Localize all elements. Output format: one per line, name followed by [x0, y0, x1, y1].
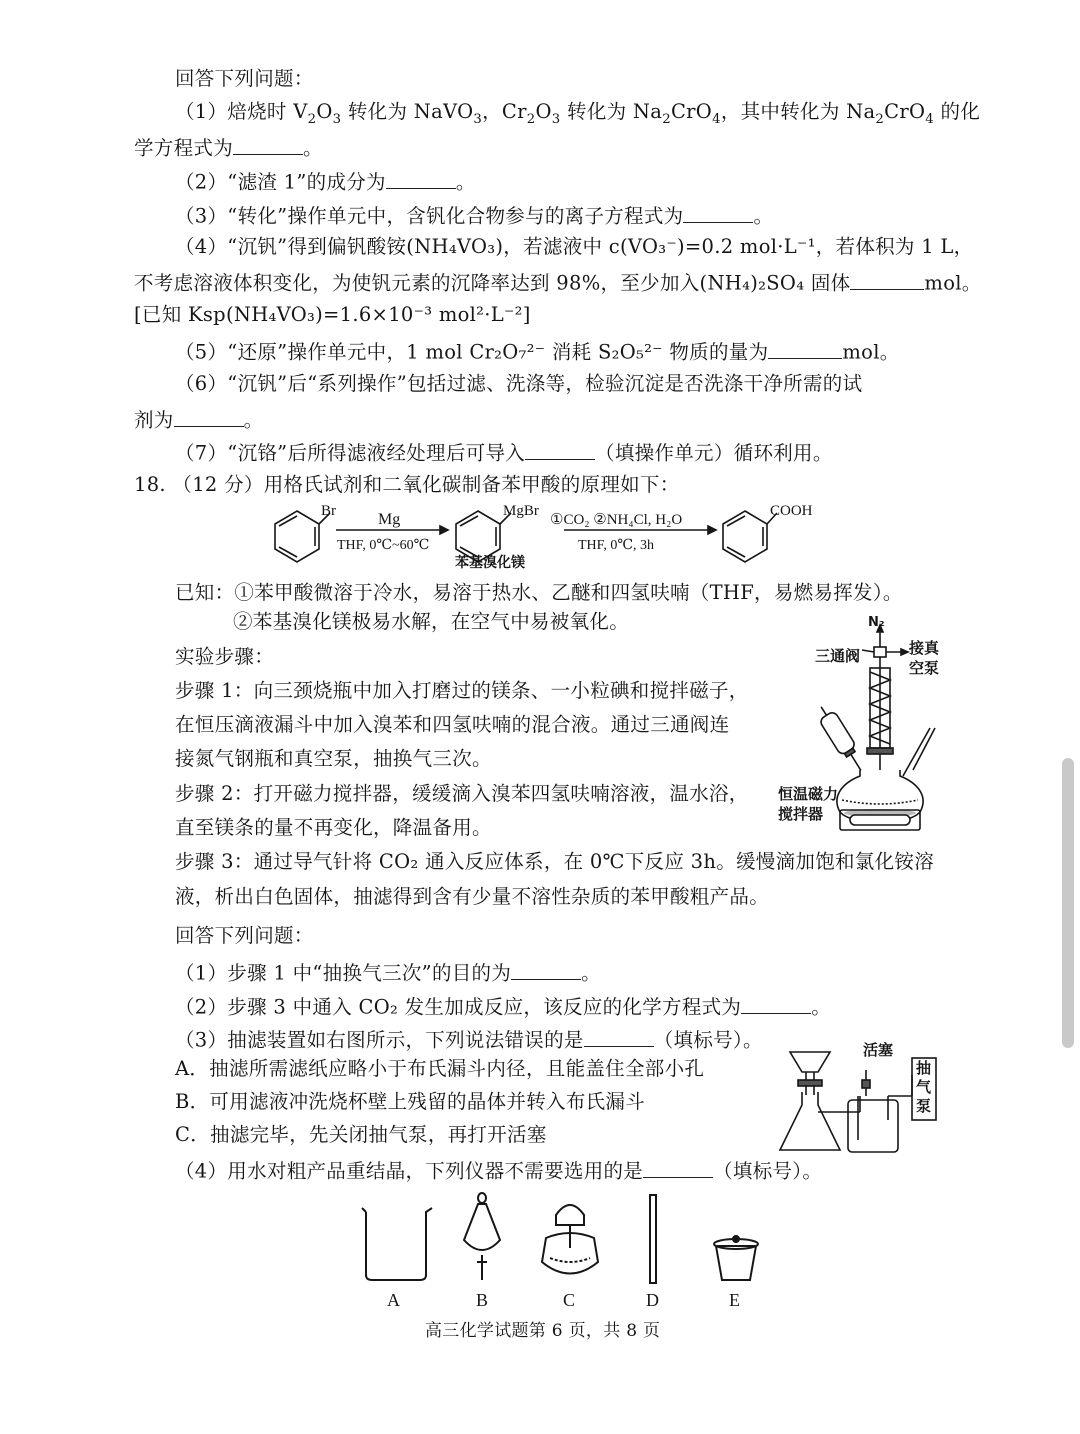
choice-c-label: C: [563, 1290, 576, 1310]
q17-part5: （5）“还原”操作单元中，1 mol Cr₂O₇²⁻ 消耗 S₂O₅²⁻ 物质的量为 mol。: [175, 340, 900, 364]
q17-part1-line2: 学方程式为 。: [134, 136, 323, 160]
option-b: B．可用滤液冲洗烧杯壁上残留的晶体并转入布氏漏斗: [175, 1090, 646, 1113]
q17-part4-given: [已知 Ksp(NH₄VO₃)=1.6×10⁻³ mol²·L⁻²]: [134, 303, 531, 326]
step2-line1: 步骤 2：打开磁力搅拌器，缓缓滴入溴苯四氢呋喃溶液，温水浴，: [175, 782, 749, 805]
q17-part7: （7）“沉铬”后所得滤液经处理后可导入 （填操作单元）循环利用。: [175, 441, 833, 465]
intro-heading: 回答下列问题：: [175, 67, 314, 90]
three-way-valve-label: 三通阀: [815, 647, 861, 665]
answer-title: 回答下列问题：: [175, 924, 314, 947]
crucible-icon: [714, 1236, 758, 1280]
reagents-2: ①CO₂ ②NH₄Cl, H₂O: [550, 512, 683, 528]
condition-1: THF, 0℃~60℃: [337, 538, 430, 553]
magnetic-stirrer-label-1: 恒温磁力: [778, 785, 839, 803]
q17-part6-line2: 剂为 。: [134, 408, 264, 432]
q17-part2: （2）“滤渣 1”的成分为 。: [175, 170, 476, 194]
known-2: ②苯基溴化镁极易水解，在空气中易被氧化。: [233, 610, 630, 633]
choice-d-label: D: [646, 1290, 659, 1310]
glass-rod-icon: [650, 1195, 656, 1283]
step2-line2: 直至镁条的量不再变化，降温备用。: [175, 816, 492, 839]
step3-line1: 步骤 3：通过导气针将 CO₂ 通入反应体系，在 0℃下反应 3h。缓慢滴加饱和氯化铵溶: [175, 850, 935, 873]
pump-label-1: 抽: [916, 1059, 932, 1077]
magnetic-stirrer-label-2: 搅拌器: [778, 805, 824, 823]
phenylmagnesium-bromide-label: 苯基溴化镁: [455, 555, 525, 571]
q17-part4-line1: （4）“沉钒”得到偏钒酸铵(NH₄VO₃)，若滤液中 c(VO₃⁻)=0.2 mol·L⁻¹，若体积为 1 L，: [175, 235, 974, 258]
stopcock-label: 活塞: [863, 1041, 894, 1059]
alcohol-lamp-icon: [542, 1205, 598, 1274]
condition-2: THF, 0℃, 3h: [578, 538, 654, 553]
q17-part1-line1: （1）焙烧时 $V_2O_3$ 转化为 NaVO$_3$，$Cr_2O_3$ 转化为 $Na_2CrO_4$，其中转化为 $Na_2CrO_4$ 的化: [175, 100, 981, 127]
pump-label-2: 气: [916, 1078, 932, 1096]
step1-line2: 在恒压滴液漏斗中加入溴苯和四氢呋喃的混合液。通过三通阀连: [175, 713, 730, 736]
beaker-icon: [366, 1208, 432, 1280]
q18-header: 18. （12 分）用格氏试剂和二氧化碳制备苯甲酸的原理如下：: [134, 473, 680, 496]
step1-line1: 步骤 1：向三颈烧瓶中加入打磨过的镁条、一小粒碘和搅拌磁子，: [175, 679, 749, 702]
option-c: C．抽滤完毕，先关闭抽气泵，再打开活塞: [175, 1123, 547, 1146]
q18-part3: （3）抽滤装置如右图所示，下列说法错误的是 （填标号）。: [175, 1028, 763, 1052]
vacuum-pump-label-1: 接真: [909, 639, 940, 657]
option-a: A．抽滤所需滤纸应略小于布氏漏斗内径，且能盖住全部小孔: [175, 1057, 705, 1080]
mg-reagent: Mg: [378, 511, 401, 528]
known-1: 已知：①苯甲酸微溶于冷水，易溶于热水、乙醚和四氢呋喃（THF，易燃易挥发）。: [175, 581, 903, 604]
q17-part4-line2: 不考虑溶液体积变化，为使钒元素的沉降率达到 98%，至少加入(NH₄)₂SO₄ 固体 mol。: [134, 271, 982, 295]
cooh-label: COOH: [770, 503, 813, 519]
q17-part6-line1: （6）“沉钒”后“系列操作”包括过滤、洗涤等，检验沉淀是否洗涤干净所需的试: [175, 372, 863, 395]
page-footer: 高三化学试题第 6 页，共 8 页: [425, 1321, 661, 1341]
br-label: Br: [321, 503, 336, 519]
vertical-scrollbar[interactable]: [1062, 758, 1074, 1048]
pump-label-3: 泵: [916, 1097, 932, 1115]
q18-part1: （1）步骤 1 中“抽换气三次”的目的为 。: [175, 961, 601, 985]
separatory-funnel-icon: [464, 1193, 500, 1280]
q18-part4: （4）用水对粗产品重结晶，下列仪器不需要选用的是 （填标号）。: [175, 1159, 823, 1183]
step3-line2: 液，析出白色固体，抽滤得到含有少量不溶性杂质的苯甲酸粗产品。: [175, 885, 770, 908]
step1-line3: 接氮气钢瓶和真空泵，抽换气三次。: [175, 747, 492, 770]
mgbr-label: MgBr: [503, 503, 539, 519]
q18-part2: （2）步骤 3 中通入 CO₂ 发生加成反应，该反应的化学方程式为 。: [175, 995, 832, 1019]
n2-label: N₂: [868, 615, 885, 630]
q17-part3: （3）“转化”操作单元中，含钒化合物参与的离子方程式为 。: [175, 204, 774, 228]
choice-a-label: A: [387, 1290, 400, 1310]
vacuum-pump-label-2: 空泵: [909, 659, 940, 677]
choice-e-label: E: [729, 1290, 740, 1310]
steps-title: 实验步骤：: [175, 645, 275, 668]
choice-b-label: B: [476, 1290, 489, 1310]
